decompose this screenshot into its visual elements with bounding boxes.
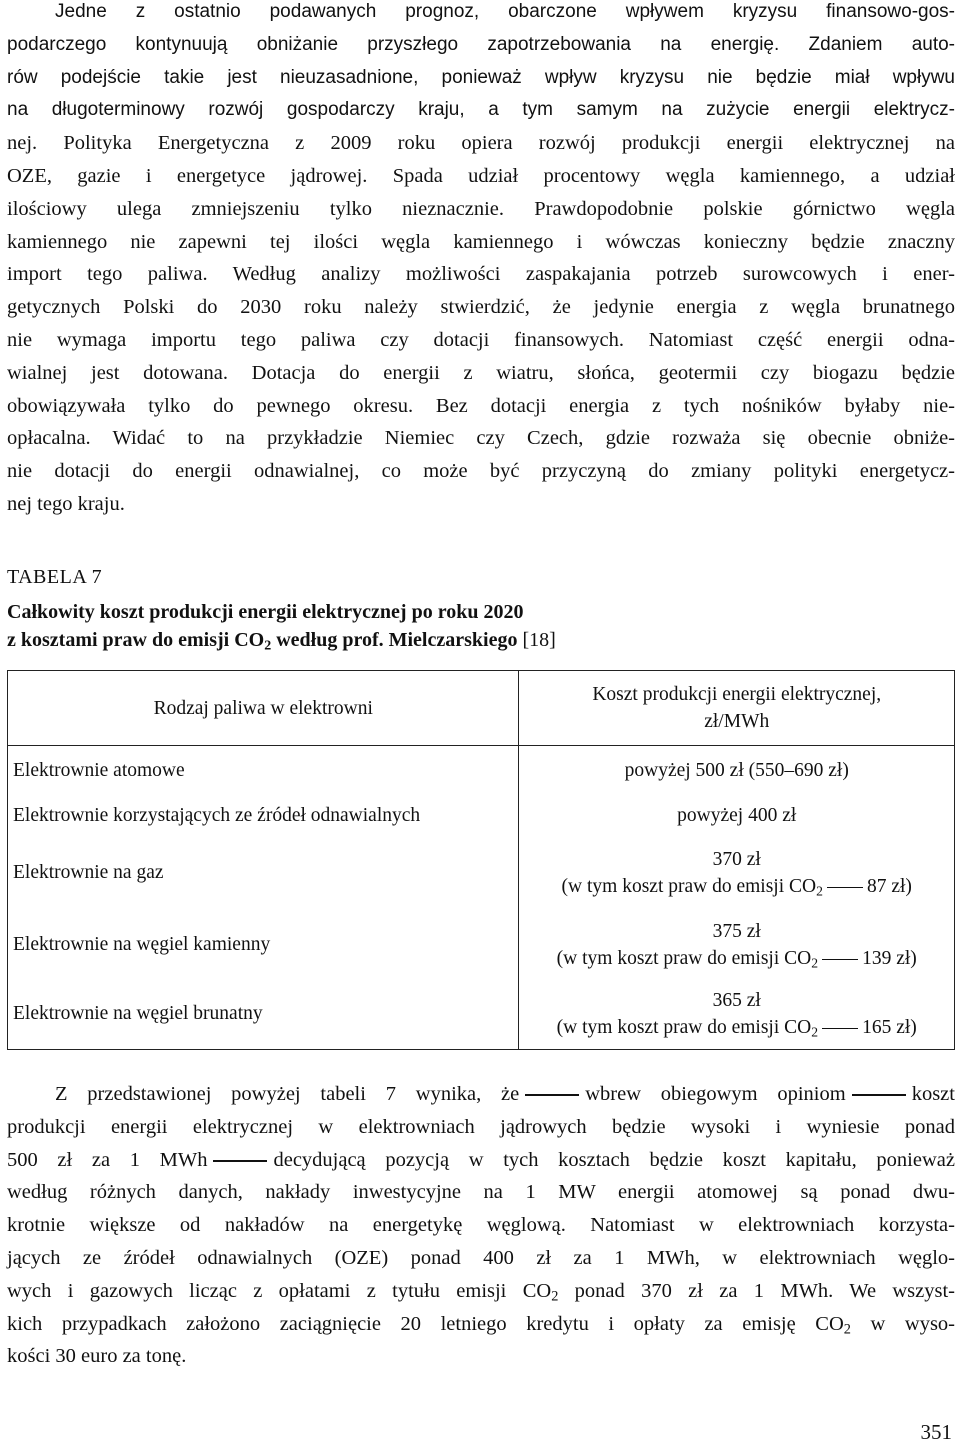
table-header-row	[8, 671, 955, 746]
text-line: nej. Polityka Energetyczna z 2009 roku opiera rozwój produkcji energii elektrycznej na	[7, 132, 955, 155]
table-row	[8, 746, 955, 796]
reference: [18]	[522, 629, 556, 651]
page-number: 351	[920, 1420, 952, 1444]
text-line: nie wymaga importu tego paliwa czy dotacji finansowych. Natomiast część energii odna-	[7, 328, 955, 351]
note-text: 87 zł)	[866, 875, 912, 897]
row-cost: powyżej 400 zł	[519, 796, 955, 836]
cost-note	[525, 1014, 948, 1041]
header-cost	[519, 671, 955, 746]
dash	[827, 887, 863, 888]
row-name: Elektrownie na gaz	[8, 836, 519, 910]
row-name: Elektrownie atomowe	[8, 746, 519, 796]
text-line: jących ze źródeł odnawialnych (OZE) ponad 400 zł za 1 MWh, w elektrowniach węglo-	[7, 1246, 955, 1269]
subscript: 2	[843, 1321, 851, 1338]
text-line: getycznych Polski do 2030 roku należy stwierdzić, że jedynie energia z węgla brunatnego	[7, 296, 955, 319]
table-row	[8, 980, 955, 1050]
text-line: import tego paliwa. Według analizy możliwości zaspakajania potrzeb surowcowych i ener-	[7, 263, 955, 286]
text-line: krotnie większe od nakładów na energetykę węglową. Natomiast w elektrowniach korzysta-	[7, 1214, 955, 1237]
cost-value: 375 zł	[712, 920, 761, 942]
paragraph-2	[7, 1078, 955, 1373]
dash	[822, 1028, 858, 1029]
dash	[822, 959, 858, 960]
text-line: kości 30 euro za tonę.	[7, 1345, 187, 1368]
text-run: wych i gazowych licząc z opłatami z tytułu emisji CO	[7, 1279, 552, 1302]
cost-table	[7, 670, 955, 1050]
header-line: zł/MWh	[704, 711, 770, 732]
text-line	[7, 1144, 955, 1177]
row-name: Elektrownie korzystających ze źródeł odnawialnych	[8, 796, 519, 836]
table-label: TABELA 7	[7, 566, 103, 588]
text-run: koszt	[911, 1083, 955, 1105]
title-text: z kosztami praw do emisji CO	[7, 629, 265, 651]
table-row	[8, 910, 955, 980]
note-text: (w tym koszt praw do emisji CO	[556, 1017, 812, 1039]
table-row	[8, 796, 955, 836]
text-line: opłacalna. Widać to na przykładzie Niemiec czy Czech, gdzie rozważa się obecnie obniże-	[7, 427, 955, 450]
text-run: w wyso-	[850, 1312, 955, 1335]
text-line: wialnej jest dotowana. Dotacja do energii z wiatru, słońca, geotermii czy biogazu będzie	[7, 361, 955, 384]
subscript: 2	[816, 882, 823, 898]
row-name: Elektrownie na węgiel brunatny	[8, 980, 519, 1050]
subscript: 2	[264, 638, 272, 654]
cost-note	[525, 945, 948, 972]
table-row	[8, 836, 955, 910]
text-line: OZE, gazie i energetyce jądrowej. Spada udział procentowy węgla kamiennego, a udział	[7, 164, 955, 187]
subscript: 2	[811, 954, 819, 970]
text-line: nie dotacji do energii odnawialnej, co może być przyczyną do zmiany polityki energetycz-	[7, 460, 955, 483]
text-line: nej tego kraju.	[7, 492, 125, 515]
text-line: podarczego kontynuują obniżanie przyszłego zapotrzebowania na energię. Zdaniem auto-	[7, 33, 955, 55]
text-line: kamiennego nie zapewni tej ilości węgla kamiennego i wówczas konieczny będzie znaczny	[7, 230, 955, 253]
text-line	[7, 1078, 955, 1111]
text-line: ilościowy ulega zmniejszeniu tylko nieznacznie. Prawdopodobnie polskie górnictwo węgla	[7, 197, 955, 220]
row-cost	[519, 980, 955, 1050]
dash	[213, 1160, 267, 1162]
dash	[525, 1094, 579, 1096]
text-line: produkcji energii elektrycznej w elektrowniach jądrowych będzie wysoki i wyniesie ponad	[7, 1115, 955, 1138]
row-cost	[519, 836, 955, 910]
row-cost: powyżej 500 zł (550–690 zł)	[519, 746, 955, 796]
text-run: wbrew obiegowym opiniom	[585, 1083, 846, 1105]
text-run: ponad 370 zł za 1 MWh. We wszyst-	[558, 1279, 955, 1302]
text-line: Jedne z ostatnio podawanych prognoz, obarczone wpływem kryzysu finansowo-gos-	[55, 1, 955, 22]
subscript: 2	[551, 1288, 559, 1305]
title-text: według prof. Mielczarskiego	[271, 629, 518, 651]
cost-note	[525, 873, 948, 900]
table-title	[7, 598, 556, 654]
text-line: obowiązywała tylko do pewnego okresu. Bez dotacji energia z tych nośników byłaby nie-	[7, 394, 955, 417]
text-run: Z przedstawionej powyżej tabeli 7 wynika, że	[55, 1083, 520, 1105]
header-line: Koszt produkcji energii elektrycznej,	[592, 684, 882, 705]
text-run: decydującą pozycją w tych kosztach będzie koszt kapitału, ponieważ	[273, 1148, 955, 1171]
text-line	[7, 1308, 955, 1341]
note-text: (w tym koszt praw do emisji CO	[561, 875, 817, 897]
text-run: kich przypadkach założono zaciągnięcie 20 letniego kredytu i opłaty za emisję CO	[7, 1312, 844, 1335]
cost-value: 370 zł	[712, 848, 761, 870]
row-name: Elektrownie na węgiel kamienny	[8, 910, 519, 980]
text-line: według różnych danych, nakłady inwestycyjne na 1 MW energii atomowej są ponad dwu-	[7, 1181, 955, 1204]
text-run: 500 zł za 1 MWh	[7, 1148, 208, 1171]
paragraph-1	[7, 0, 955, 521]
subscript: 2	[811, 1024, 819, 1040]
header-fuel-type: Rodzaj paliwa w elektrowni	[8, 671, 519, 746]
text-line	[7, 1275, 955, 1308]
note-text: 165 zł)	[862, 1017, 917, 1039]
dash	[852, 1094, 906, 1096]
text-line: rów podejście takie jest nieuzasadnione, ponieważ wpływ kryzysu nie będzie miał wpływu	[7, 66, 955, 88]
note-text: 139 zł)	[862, 947, 917, 969]
table-title-line-1: Całkowity koszt produkcji energii elektrycznej po roku 2020	[7, 601, 524, 623]
text-line: na długoterminowy rozwój gospodarczy kraju, a tym samym na zużycie energii elektrycz-	[7, 99, 955, 121]
table-title-line-2	[7, 626, 556, 654]
row-cost	[519, 910, 955, 980]
note-text: (w tym koszt praw do emisji CO	[556, 947, 812, 969]
cost-value: 365 zł	[712, 990, 761, 1012]
